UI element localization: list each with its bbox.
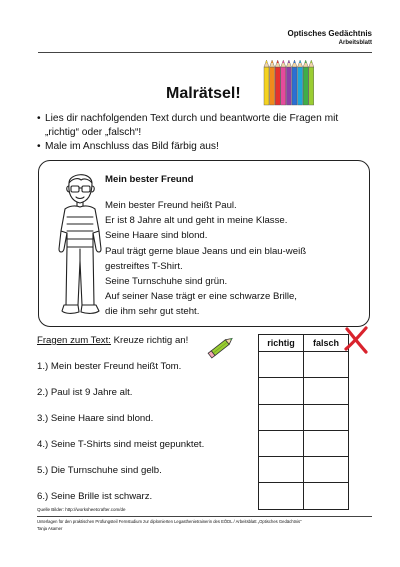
instruction-item: • Male im Anschluss das Bild färbig aus! <box>37 140 367 154</box>
story-line: Seine Turnschuhe sind grün. <box>105 276 228 288</box>
pencil-icon <box>264 60 269 105</box>
answer-row <box>259 457 349 483</box>
footer-author: Tanja Asamer <box>37 526 63 531</box>
answer-checkbox-richtig[interactable] <box>259 352 304 378</box>
column-header-richtig: richtig <box>259 335 304 352</box>
questions-heading-label: Fragen zum Text: <box>37 335 111 346</box>
page-title: Malrätsel! <box>166 85 241 102</box>
answer-row <box>259 378 349 404</box>
question-item: 5.) Die Turnschuhe sind gelb. <box>37 465 162 476</box>
pencil-icon <box>292 60 297 105</box>
header-title: Optisches Gedächtnis <box>287 29 372 38</box>
pencil-icon <box>270 60 275 105</box>
pencil-icon <box>286 60 291 105</box>
story-line: Mein bester Freund heißt Paul. <box>105 200 237 211</box>
answer-checkbox-falsch[interactable] <box>304 483 349 509</box>
question-item: 3.) Seine Haare sind blond. <box>37 413 154 424</box>
red-cross-icon <box>342 325 370 355</box>
story-line: Auf seiner Nase trägt er eine schwarze Brille, <box>105 291 297 303</box>
answer-checkbox-falsch[interactable] <box>304 352 349 378</box>
story-heading: Mein bester Freund <box>105 174 194 185</box>
story-box <box>38 160 370 327</box>
answer-row <box>259 404 349 430</box>
answer-checkbox-falsch[interactable] <box>304 457 349 483</box>
instruction-item: • Lies dir nachfolgenden Text durch und beantworte die Fragen mit „richtig“ oder „falsch“! <box>37 112 367 140</box>
image-source-note: Quelle Bilder: http://worksheetcrafter.com/de <box>37 507 126 512</box>
pencil-icon <box>309 60 314 105</box>
pencil-icon <box>275 60 280 105</box>
story-line: die ihm sehr gut steht. <box>105 306 200 318</box>
answer-checkbox-richtig[interactable] <box>259 378 304 404</box>
questions-heading-instruction: Kreuze richtig an! <box>110 335 189 346</box>
column-header-falsch: falsch <box>304 335 349 352</box>
pencil-icon <box>281 60 286 105</box>
pencil-icon <box>298 60 303 105</box>
header-divider <box>38 52 372 53</box>
question-item: 4.) Seine T-Shirts sind meist gepunktet. <box>37 439 205 450</box>
question-item: 2.) Paul ist 9 Jahre alt. <box>37 387 133 398</box>
colored-pencils-icon <box>262 57 316 107</box>
document-header <box>288 29 372 46</box>
answer-checkbox-falsch[interactable] <box>304 404 349 430</box>
answer-table <box>258 334 349 510</box>
footer-divider <box>37 516 372 517</box>
story-line: Er ist 8 Jahre alt und geht in meine Klasse. <box>105 215 288 227</box>
instruction-list <box>37 112 367 154</box>
answer-table-header <box>259 335 349 352</box>
answer-checkbox-falsch[interactable] <box>304 378 349 404</box>
questions-heading <box>37 335 188 346</box>
answer-row <box>259 483 349 509</box>
question-item: 6.) Seine Brille ist schwarz. <box>37 491 153 502</box>
boy-illustration-icon <box>51 169 109 327</box>
answer-checkbox-richtig[interactable] <box>259 430 304 456</box>
story-line: gestreiftes T-Shirt. <box>105 260 183 272</box>
footer-text: Unterlagen für den praktischen Prüfungsteil Fernstudium zur diplomierten Legasthenietrainerin des EÖDL / Arbeitsblatt „Optisches Gedächtnis“ <box>37 519 302 524</box>
answer-checkbox-falsch[interactable] <box>304 430 349 456</box>
pencil-icon <box>205 333 237 361</box>
header-subtitle: Arbeitsblatt <box>338 40 372 46</box>
story-line: Seine Haare sind blond. <box>105 230 208 242</box>
answer-checkbox-richtig[interactable] <box>259 457 304 483</box>
answer-row <box>259 352 349 378</box>
answer-checkbox-richtig[interactable] <box>259 404 304 430</box>
answer-checkbox-richtig[interactable] <box>259 483 304 509</box>
question-item: 1.) Mein bester Freund heißt Tom. <box>37 361 182 372</box>
answer-row <box>259 430 349 456</box>
story-line: Paul trägt gerne blaue Jeans und ein blau-weiß <box>105 245 307 257</box>
story-text <box>105 198 345 320</box>
pencil-icon <box>303 60 308 105</box>
